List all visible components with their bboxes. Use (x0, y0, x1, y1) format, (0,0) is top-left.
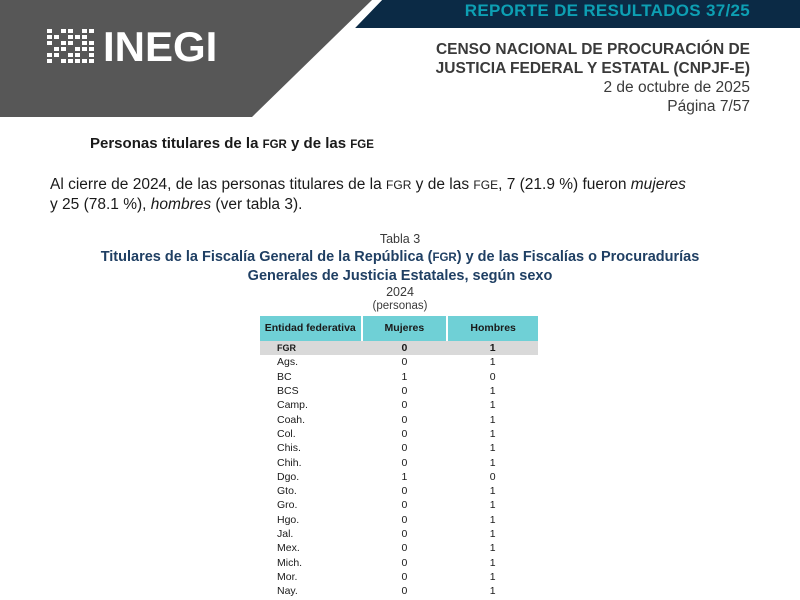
census-title-line1: CENSO NACIONAL DE PROCURACIÓN DE (435, 41, 750, 58)
cell-entidad: Mich. (277, 556, 303, 569)
cell-mujeres: 0 (401, 585, 408, 598)
heading-text-1: Personas titulares de la (90, 135, 263, 152)
cell-hombres: 1 (489, 427, 496, 440)
census-info (436, 40, 750, 116)
table-row (260, 455, 538, 469)
table-caption: Tabla 3 (379, 232, 421, 246)
page-number: Página 7/57 (667, 98, 750, 115)
cell-entidad: Camp. (277, 399, 308, 412)
cell-entidad: BCS (277, 385, 299, 398)
cell-hombres: 0 (489, 470, 496, 483)
table-row (260, 441, 538, 455)
table-row (260, 584, 538, 598)
cell-mujeres: 0 (401, 499, 408, 512)
cell-hombres: 0 (489, 370, 496, 383)
table-title-text: Titulares de la Fiscalía General de la República ( (100, 249, 433, 265)
paragraph-mujeres: mujeres (630, 176, 686, 193)
table-row (260, 398, 538, 412)
table-body (260, 341, 538, 598)
inegi-logo-mark-icon (47, 29, 99, 65)
table-row (260, 541, 538, 555)
cell-hombres: 1 (489, 356, 496, 369)
cell-hombres: 1 (489, 585, 496, 598)
cell-mujeres: 0 (401, 413, 408, 426)
table-row (260, 384, 538, 398)
cell-entidad: Coah. (277, 413, 306, 426)
cell-mujeres: 0 (401, 570, 408, 583)
cell-mujeres: 0 (401, 556, 408, 569)
table-title (50, 248, 750, 285)
cell-mujeres: 0 (401, 356, 408, 369)
table-row (260, 427, 538, 441)
table-row (260, 570, 538, 584)
cell-entidad: BC (277, 370, 292, 383)
census-title-line2: JUSTICIA FEDERAL Y ESTATAL (CNPJF-E) (435, 60, 750, 77)
table-row (260, 555, 538, 569)
table-header-row (260, 316, 538, 341)
section-heading (90, 135, 374, 152)
paragraph-text: (ver tabla 3). (211, 196, 303, 213)
cell-hombres: 1 (489, 528, 496, 540)
cell-hombres: 1 (489, 442, 496, 455)
table-title-line2: Generales de Justicia Estatales, según sexo (247, 268, 553, 284)
cell-hombres: 1 (489, 456, 496, 469)
cell-mujeres: 0 (401, 442, 408, 455)
table-title-text: ) y de las Fiscalías o Procuradurías (456, 249, 700, 265)
cell-entidad: Col. (277, 427, 296, 440)
table-row (260, 498, 538, 512)
paragraph-fge: FGE (473, 178, 499, 192)
inegi-logo (47, 23, 218, 70)
table-row (260, 484, 538, 498)
table-title-fgr: FGR (432, 252, 457, 264)
paragraph-text: y de las (411, 176, 474, 193)
cell-entidad: Chih. (277, 456, 302, 469)
report-title: REPORTE DE RESULTADOS 37/25 (464, 1, 750, 20)
cell-mujeres: 0 (401, 513, 408, 526)
cell-mujeres: 1 (401, 370, 408, 383)
column-header-mujeres: Mujeres (362, 316, 448, 341)
cell-entidad: Mex. (277, 542, 300, 555)
cell-mujeres: 0 (401, 528, 408, 540)
cell-mujeres: 1 (401, 470, 408, 483)
cell-entidad: Gto. (277, 485, 297, 498)
summary-paragraph (50, 175, 750, 215)
cell-hombres: 1 (489, 499, 496, 512)
cell-hombres: 1 (489, 413, 496, 426)
table-row (260, 470, 538, 484)
column-header-entidad: Entidad federativa (260, 316, 362, 341)
cell-entidad: Nay. (277, 585, 298, 598)
cell-hombres: 1 (489, 485, 496, 498)
table-units: (personas) (372, 300, 428, 312)
cell-entidad: FGR (260, 341, 362, 355)
cell-entidad: Jal. (277, 528, 294, 540)
table-row (260, 355, 538, 369)
table-row (260, 527, 538, 541)
column-header-hombres: Hombres (447, 316, 538, 341)
heading-fgr: FGR (262, 139, 287, 151)
cell-mujeres: 0 (401, 485, 408, 498)
cell-hombres: 1 (489, 385, 496, 398)
logo-text: INEGI (103, 23, 218, 70)
cell-entidad: Mor. (277, 570, 298, 583)
cell-mujeres: 0 (362, 341, 448, 355)
cell-hombres: 1 (489, 556, 496, 569)
cell-mujeres: 0 (401, 542, 408, 555)
cell-hombres: 1 (447, 341, 538, 355)
table-year: 2024 (386, 285, 414, 299)
cell-mujeres: 0 (401, 456, 408, 469)
heading-text-2: y de las (286, 135, 351, 152)
heading-fge: FGE (350, 139, 374, 151)
paragraph-fgr: FGR (386, 178, 412, 192)
table-row (260, 370, 538, 384)
cell-entidad: Hgo. (277, 513, 300, 526)
cell-mujeres: 0 (401, 427, 408, 440)
cell-hombres: 1 (489, 513, 496, 526)
paragraph-text: , 7 (21.9 %) fueron (498, 176, 631, 193)
report-date: 2 de octubre de 2025 (603, 79, 750, 96)
cell-mujeres: 0 (401, 399, 408, 412)
cell-entidad: Dgo. (277, 470, 300, 483)
table-row-fgr (260, 341, 538, 355)
cell-entidad: Gro. (277, 499, 298, 512)
cell-entidad: Ags. (277, 356, 299, 369)
cell-hombres: 1 (489, 399, 496, 412)
cell-entidad: Chis. (277, 442, 301, 455)
table-row (260, 513, 538, 527)
paragraph-hombres: hombres (150, 196, 212, 213)
table-row (260, 412, 538, 426)
cell-mujeres: 0 (401, 385, 408, 398)
paragraph-text: Al cierre de 2024, de las personas titulares de la (50, 176, 387, 193)
cell-hombres: 1 (489, 542, 496, 555)
paragraph-text: y 25 (78.1 %), (50, 196, 151, 213)
data-table (260, 316, 538, 598)
cell-hombres: 1 (489, 570, 496, 583)
